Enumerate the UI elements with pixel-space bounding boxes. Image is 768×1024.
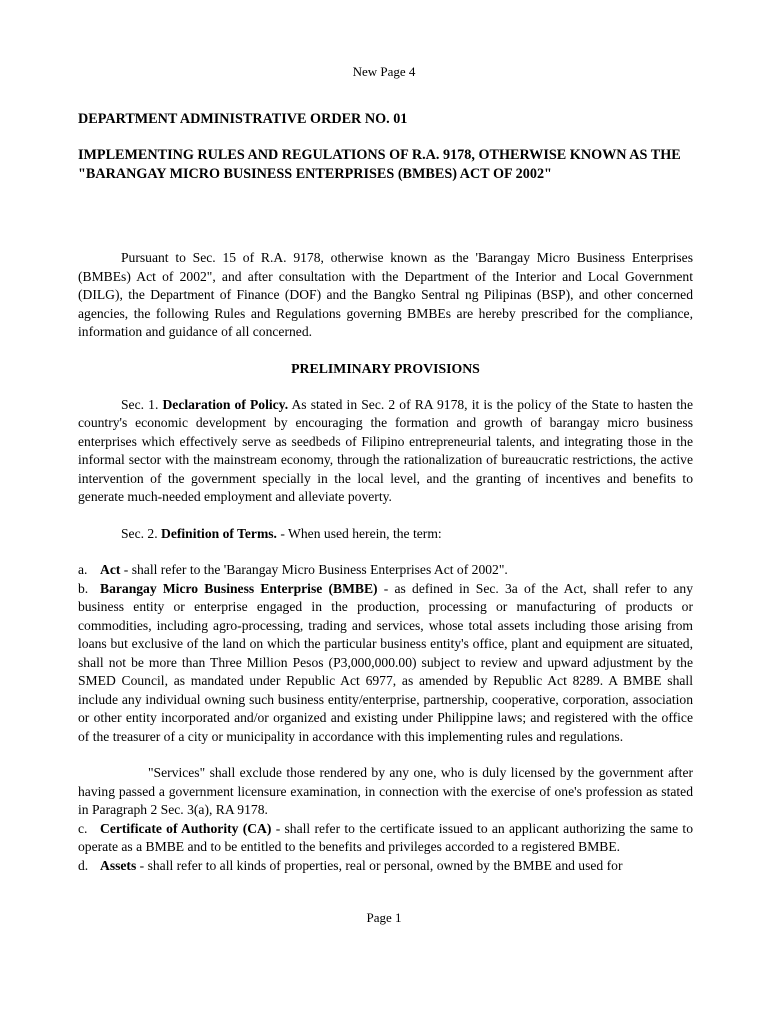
definition-c-marker: c.	[78, 820, 88, 836]
definition-a-marker: a.	[78, 562, 88, 577]
services-paragraph: "Services" shall exclude those rendered by any one, who is duly licensed by the government after having passed a government licensure examination, in connection with the exercise of one's profession as stated in Paragraph 2 Sec. 3(a), RA 9178.	[78, 765, 693, 817]
section-2-prefix: Sec. 2.	[121, 525, 162, 541]
section-2-text: - When used herein, the term:	[276, 525, 442, 541]
page-footer: Page 1	[366, 910, 402, 925]
preamble-paragraph: Pursuant to Sec. 15 of R.A. 9178, otherwise known as the 'Barangay Micro Business Enterprises (BMBEs) Act of 2002", and after consultation with the Department of the Interior and Local Government (DILG), the Department of Finance (DOF) and the Bangko Sentral ng Pilipinas (BSP), and other concerned agencies, the following Rules and Regulations governing BMBEs are hereby prescribed for the compliance, information and guidance of all concerned.	[78, 250, 693, 339]
section-1-prefix: Sec. 1.	[121, 396, 163, 412]
preliminary-provisions-heading: PRELIMINARY PROVISIONS	[291, 360, 480, 376]
definition-d	[78, 857, 693, 876]
definition-a	[78, 561, 693, 580]
definition-d-marker: d.	[78, 857, 89, 873]
definition-a-text: - shall refer to the 'Barangay Micro Business Enterprises Act of 2002".	[120, 562, 508, 577]
definition-b-text: - as defined in Sec. 3a of the Act, shall refer to any business entity or enterprise engaged in the production, processing or manufacturing of products or commodities, including agro-processing, trading and services, whose total assets including those arising from loans but exclusive of the land on which the particular business entity's office, plant and equipment are situated, shall not be more than Three Million Pesos (P3,000,000.00) subject to review and upward adjustment by the SMED Council, as mandated under Republic Act 6977, as amended by Republic Act 8289. A BMBE shall include any individual owning such business entity/enterprise, partnership, cooperative, corporation, association or other entity incorporated and/or organized and existing under Philippine laws; and registered with the office of the treasurer of a city or municipality in accordance with this implementing rules and regulations.	[78, 580, 693, 744]
definition-b-marker: b.	[78, 580, 89, 596]
definition-a-term: Act	[100, 562, 121, 577]
definitions-list	[78, 561, 693, 875]
definition-c-text: - shall refer to the certificate issued to an applicant authorizing the same to operate as a BMBE and to be entitled to the benefits and privileges accorded to a registered BMBE.	[78, 820, 694, 854]
section-1-text: As stated in Sec. 2 of RA 9178, it is the policy of the State to hasten the country's economic development by encouraging the formation and growth of barangay micro business enterprises which effectively serve as seedbeds of Filipino entrepreneurial talents, and integrating those in the informal sector with the mainstream economy, through the rationalization of bureaucratic restrictions, the active intervention of the government specially in the local level, and the granting of incentives and benefits to generate much-needed employment and alleviate poverty.	[78, 396, 694, 504]
definition-b	[78, 580, 693, 747]
definition-d-term: Assets	[100, 857, 137, 873]
page-header: New Page 4	[352, 64, 416, 79]
section-1-paragraph	[78, 396, 693, 507]
document-body	[78, 110, 693, 875]
section-1-title: Declaration of Policy.	[162, 396, 289, 412]
definition-c-term: Certificate of Authority (CA)	[100, 820, 272, 836]
irr-title: IMPLEMENTING RULES AND REGULATIONS OF R.A. 9178, OTHERWISE KNOWN AS THE "BARANGAY MICRO BUSINESS ENTERPRISES (BMBES) ACT OF 2002"	[78, 147, 681, 182]
section-2-paragraph	[78, 525, 693, 544]
definition-b-term: Barangay Micro Business Enterprise (BMBE)	[100, 580, 378, 596]
order-title: DEPARTMENT ADMINISTRATIVE ORDER NO. 01	[78, 111, 408, 127]
definition-d-text: - shall refer to all kinds of properties, real or personal, owned by the BMBE and used for	[136, 857, 623, 873]
definition-c	[78, 820, 693, 857]
section-2-title: Definition of Terms.	[161, 525, 277, 541]
